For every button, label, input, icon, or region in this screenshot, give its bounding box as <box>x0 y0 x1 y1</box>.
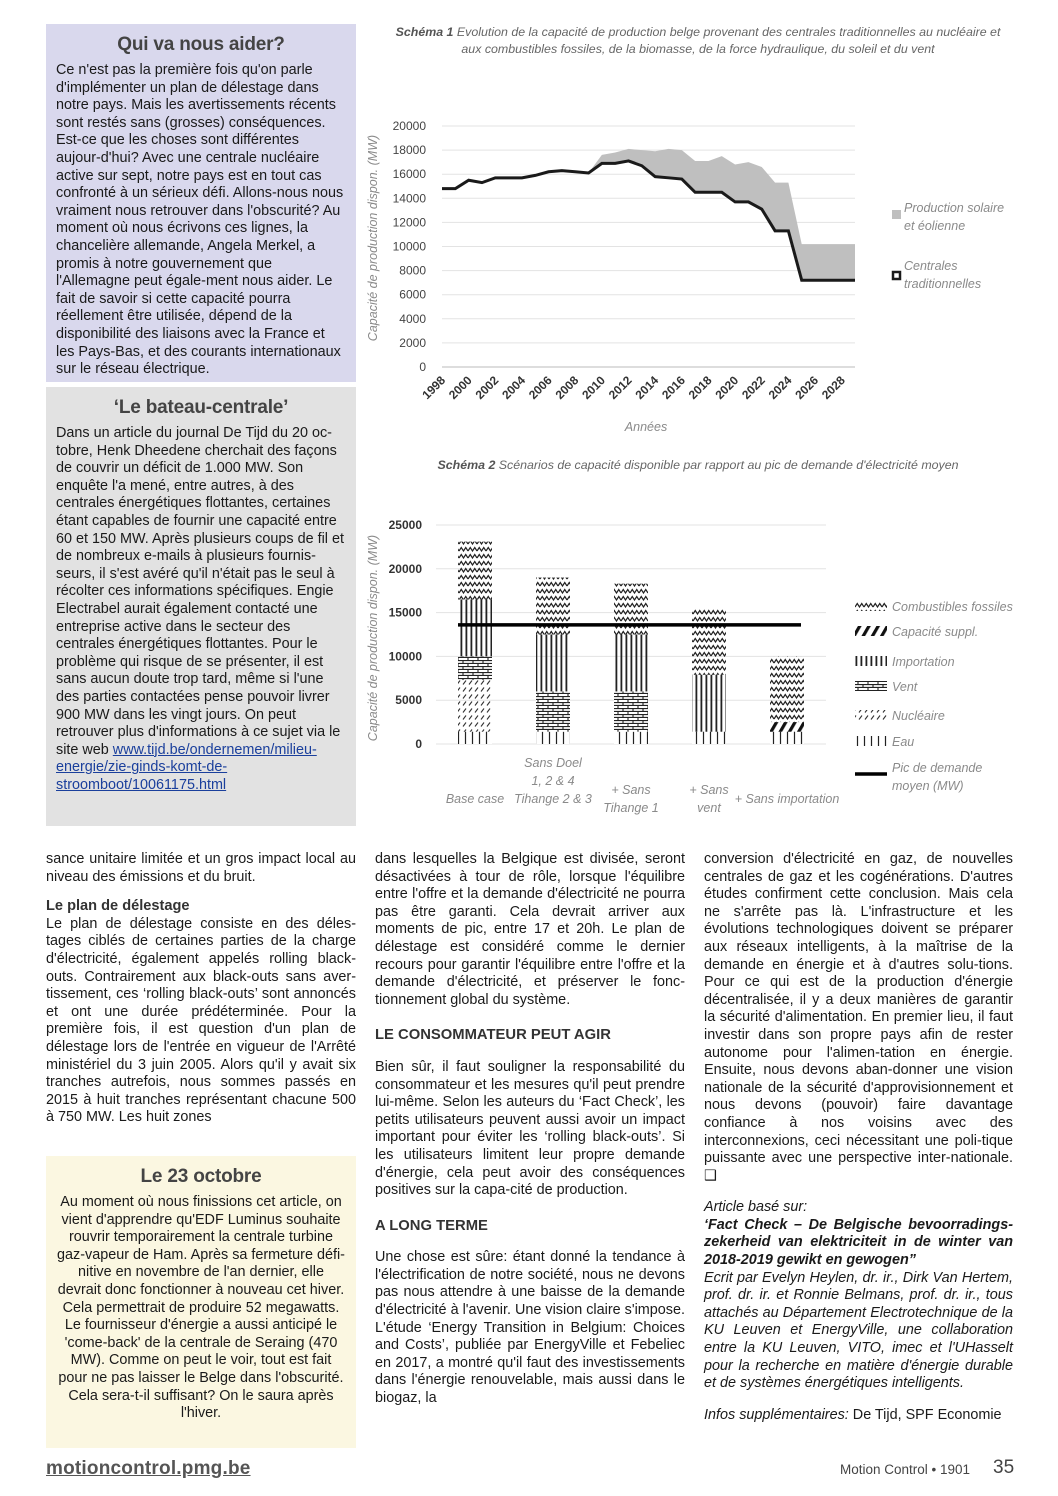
box-text: Ce n'est pas la première fois qu'on parle d'implémenter un plan de délestage dans notre pays. Mais les avertissements récents sont restés sans (grosses) conséquences. Est-ce que les choses sont différentes aujour-d'hui? Avec une centrale nucléaire active sur sept, notre pays est en tout cas confronté à un sérieux défi. Allons-nous nous vraiment nous retrouver dans l'obscurité? Au moment où nous écrivons ces lignes, la chancelière allemande, Angela Merkel, a promis à notre gouvernement que l'Allemagne peut égale-ment nous aider. Le fait de savoir si cette capacité pourra réellement être utilisée, dépend de la disponibilité des liaisons avec la France et les Pays-Bas, et des courants internationaux sur le réseau électrique. <box>56 62 344 378</box>
source-intro: Article basé sur: <box>704 1199 808 1216</box>
x-tick-label: 2008 <box>552 373 582 403</box>
source-title: ‘Fact Check – De Belgische bevoorradings-zekerheid van elektriciteit in de winter van 2018-2019 gewikt en gewogen” <box>704 1216 1013 1269</box>
legend-label-nucleaire: Nucléaire <box>892 709 945 723</box>
y-tick-label: 10000 <box>392 239 426 254</box>
y-tick-label: 10000 <box>388 649 422 664</box>
legend-label-fossiles: Combustibles fossiles <box>892 600 1013 614</box>
legend-label-solaire-eolienne: Production solaire <box>904 201 1005 215</box>
chart1-y-axis-label: Capacité de production dispon. (MW) <box>366 134 380 342</box>
article-column-1 <box>46 851 356 1127</box>
legend-label-pic-demande: moyen (MW) <box>892 779 964 793</box>
x-tick-label: 2020 <box>712 373 742 403</box>
x-tick-label: 2016 <box>659 373 688 403</box>
x-tick-label: 2024 <box>765 373 795 403</box>
schema1-caption-text: Evolution de la capacité de production belge provenant des centrales traditionnelles au nucléaire et aux combustibles fossiles, de la biomasse, de la force hydraulique, du soleil et du vent <box>456 25 1001 56</box>
bar-segment-fossiles <box>614 584 648 635</box>
y-tick-label: 0 <box>419 360 426 374</box>
legend-swatch-eau <box>855 736 887 746</box>
x-tick-label: 1998 <box>419 373 449 403</box>
legend-label-vent: Vent <box>892 680 918 694</box>
x-category-label: 1, 2 & 4 <box>531 774 575 788</box>
box-title: Qui va nous aider? <box>117 34 285 55</box>
bar-segment-vent <box>458 656 492 680</box>
bar-segment-importation <box>536 635 570 692</box>
x-tick-label: 2002 <box>472 373 502 403</box>
bar-segment-importation <box>458 599 492 656</box>
x-tick-label: 2028 <box>819 373 848 403</box>
legend-swatch-nucleaire <box>855 710 887 720</box>
y-tick-label: 20000 <box>392 119 426 133</box>
bar-segment-importation <box>692 675 726 732</box>
paragraph: Le plan de délestage consiste en des déles-tages ciblés de certaines parties de la charge d'électricité, également appelés rolling black-outs. Contrairement aux black-outs sans aver-tissement, ces ‘rolling black-outs’ sont annoncés et ont une durée prédéterminée. Pour la première fois, il est question d'un plan de délestage lors de l'entrée en vigueur de l'Arrêté ministériel du 3 juin 2005. Alors qu'il y avait six tranches autrefois, nous sommes passés en 2015 à huit tranches représentant chacune 500 à 750 MW. Les huit zones <box>46 915 356 1126</box>
bar-segment-nucleaire <box>458 680 492 732</box>
legend-label-importation: Importation <box>892 655 955 669</box>
legend-swatch-fossiles <box>855 601 887 611</box>
y-tick-label: 4000 <box>399 311 426 326</box>
x-tick-label: 2000 <box>445 373 475 403</box>
legend-swatch-importation <box>855 656 887 666</box>
x-category-label: vent <box>697 801 721 815</box>
source-authors: Ecrit par Evelyn Heylen, dr. ir., Dirk Van Hertem, prof. dr. ir. et Ronnie Belmans, prof. dr. ir., tous attachés au Département Electrotechnique de la KU Leuven et EnergyVille, une collaboration entre la KU Leuven, VITO, imec et l'UHasselt pour la recherche en matière d'énergie durable et de systèmes énergétiques intelligents. <box>704 1269 1013 1392</box>
y-tick-label: 12000 <box>392 215 426 230</box>
chart2-bars <box>458 542 804 744</box>
chart1-x-axis-label: Années <box>624 420 668 434</box>
sidebar-box-23-octobre <box>46 1156 356 1448</box>
bar-segment-capacite <box>770 722 804 732</box>
infos-value: De Tijd, SPF Economie <box>848 1406 1002 1423</box>
legend-label-solaire-eolienne: et éolienne <box>904 219 966 233</box>
chart2-x-ticks <box>446 756 840 815</box>
y-tick-label: 6000 <box>399 287 426 302</box>
y-tick-label: 14000 <box>392 191 426 206</box>
bar-segment-eau <box>536 732 570 744</box>
bar-segment-eau <box>614 732 648 744</box>
schema1-caption-label: Schéma 1 <box>395 25 454 39</box>
legend-label-pic-demande: Pic de demande <box>892 761 983 775</box>
article-column-2 <box>375 851 685 1408</box>
bar-segment-eau <box>458 732 492 744</box>
bar-segment-vent <box>536 691 570 731</box>
y-tick-label: 15000 <box>388 605 422 620</box>
x-category-label: + Sans importation <box>734 792 840 806</box>
paragraph: sance unitaire limitée et un gros impact local au niveau des émissions et du bruit. <box>46 851 356 885</box>
x-category-label: Tihange 1 <box>603 801 659 815</box>
x-tick-label: 2014 <box>632 373 662 403</box>
bar-segment-fossiles <box>458 542 492 600</box>
y-tick-label: 25000 <box>388 518 422 532</box>
bar-segment-eau <box>692 732 726 744</box>
y-tick-label: 0 <box>415 737 422 751</box>
article-link[interactable]: www.tijd.be/ondernemen/milieu-energie/zie-ginds-komt-de-stroomboot/10061175.html <box>56 741 317 793</box>
legend-label-capacite: Capacité suppl. <box>892 625 979 639</box>
section-heading-consommateur: LE CONSOMMATEUR PEUT AGIR <box>375 1027 611 1044</box>
bar-segment-fossiles <box>770 656 804 722</box>
bar-segment-fossiles <box>692 608 726 675</box>
y-tick-label: 8000 <box>399 263 426 278</box>
schema2-caption-text: Scénarios de capacité disponible par rapport au pic de demande d'électricité moyen <box>498 458 959 472</box>
paragraph: conversion d'électricité en gaz, de nouvelles centrales de gaz et les cogénérations. D'autres études confirment cette conclusion. Mais cela ne s'arrête pas là. L'infrastructure et les évolutions technologiques doivent se préparer aux réseaux intelligents, à la maîtrise de la demande en énergie et à d'autres solu-tions. Pour ce qui est de la production d'énergie décentralisée, il y a deux manières de garantir la sécurité d'alimentation. En premier lieu, il faut investir dans son propre pays afin de rester autonome pour l'alimen-tation en énergie. Ensuite, nous devons aban-donner une vision nationale de la sécurité d'approvisionnement et nous devons (pouvoir) faire davantage confiance à nos voisins avec des interconnexions, ceci nécessitant une poli-tique puissante avec une perspective inter-nationale. ❑ <box>704 851 1013 1184</box>
x-category-label: + Sans <box>611 783 651 797</box>
legend-label-centrales: traditionnelles <box>904 277 982 291</box>
legend-swatch-capacite <box>855 626 887 636</box>
footer-issue: Motion Control • 1901 <box>840 1462 971 1477</box>
legend-label-centrales: Centrales <box>904 259 958 273</box>
chart2-legend <box>855 600 1013 793</box>
y-tick-label: 5000 <box>395 693 422 708</box>
box-title: Le 23 octobre <box>140 1166 262 1187</box>
x-category-label: Base case <box>445 792 505 806</box>
schema2-caption-label: Schéma 2 <box>437 458 496 472</box>
bar-segment-eau <box>770 732 804 744</box>
article-column-3 <box>704 851 1013 1424</box>
paragraph: Bien sûr, il faut souligner la responsabilité du consommateur et les mesures qu'il peut prendre lui-même. Selon les auteurs du ‘Fact Check’, les petits utilisateurs peuvent aussi avoir un impact important pour éviter les ‘rolling black-outs’. Si les utilisateurs limitent leur propre demande d'énergie, cela peut avoir des conséquences positives sur la capa-cité de production. <box>375 1058 685 1199</box>
chart2-y-axis-label: Capacité de production dispon. (MW) <box>366 534 380 742</box>
x-tick-label: 2018 <box>685 373 715 403</box>
x-tick-label: 2012 <box>605 373 635 403</box>
x-tick-label: 2022 <box>739 373 768 403</box>
section-heading-long-terme: A LONG TERME <box>375 1217 488 1234</box>
section-heading-plan-delestage: Le plan de délestage <box>46 898 190 915</box>
box-text: Au moment où nous finissions cet article, on vient d'apprendre qu'EDF Luminus souhaite rouvrir temporairement la centrale turbine gaz-vapeur de Ham. Après sa fermeture défi-nitive en novembre de l'an dernier, elle devrait donc fonctionner à nouveau cet hiver. Cela permettrait de produire 52 megawatts. Le fournisseur d'énergie a aussi anticipé le 'come-back' de la centrale de Seraing (470 MW). Comme on peut le voir, tout est fait pour ne pas laisser le Belge dans l'obscurité. Cela sera-t-il suffisant? On le saura après l'hiver. <box>57 1194 345 1422</box>
y-tick-label: 20000 <box>388 561 422 576</box>
legend-swatch-vent <box>855 681 887 691</box>
y-tick-label: 18000 <box>392 143 426 158</box>
chart2-y-ticks <box>389 518 423 751</box>
x-category-label: + Sans <box>689 783 729 797</box>
x-category-label: Tihange 2 & 3 <box>514 792 592 806</box>
y-tick-label: 2000 <box>399 335 426 350</box>
paragraph: dans lesquelles la Belgique est divisée, seront désactivées à tour de rôle, lorsque l'équilibre entre l'offre et la demande d'électricité ne pourra pas être garanti. Cela devrait arriver aux moments de pic, entre 17 et 20h. Le plan de délestage est considéré comme le dernier recours pour garantir l'équilibre entre l'offre et la demande d'électricité, et préserver le fonc-tionnement global du système. <box>375 851 685 1008</box>
x-tick-label: 2010 <box>579 373 608 403</box>
bar-segment-vent <box>614 691 648 731</box>
legend-label-eau: Eau <box>892 735 915 749</box>
y-tick-label: 16000 <box>392 167 426 182</box>
box-text-body: Dans un article du journal De Tijd du 20 oc-tobre, Henk Dheedene cherchait des façons de couvrir un déficit de 1.000 MW. Son enquête l'a mené, entre autres, à des centrales énergétiques flottantes, certaines étant capables de fournir une capacité entre 60 et 150 MW. Après plusieurs coups de fil et de nombreux e-mails à plusieurs fournis-seurs, il s'est avéré qu'il n'était pas le seul à récolter ces informations spécifiques. Engie Electrabel aurait également contacté une entreprise active dans le secteur des centrales énergétiques flottantes. Pour le problème qui risque de se présenter, il est sans aucun doute trop tard, même si l'une des parties contactées pense pouvoir livrer 900 MW dans les vingt jours. On peut retrouver plus d'informations à ce sujet via le site web <box>56 425 344 758</box>
page-number: 35 <box>993 1457 1015 1478</box>
paragraph: Une chose est sûre: étant donné la tendance à l'électrification de notre société, nous ne devons pas nous attendre à une baisse de la demande d'électricité à l'avenir. Une vision claire s'impose. L'étude ‘Energy Transition in Belgium: Choices and Costs’, publiée par EnergyVille et Febeliec en 2017, a montré qu'il faut des investissements dans l'énergie renouvelable, mais aussi dans le biogaz, la <box>375 1249 685 1407</box>
x-tick-label: 2006 <box>525 373 555 403</box>
box-title: ‘Le bateau-centrale’ <box>113 397 289 418</box>
x-category-label: Sans Doel <box>524 756 582 770</box>
x-tick-label: 2026 <box>792 373 822 403</box>
bar-segment-importation <box>614 635 648 692</box>
x-tick-label: 2004 <box>499 373 529 403</box>
infos-label: Infos supplémentaires: <box>704 1406 849 1423</box>
infos-supplementaires <box>704 1407 1013 1425</box>
footer-website-link[interactable]: motioncontrol.pmg.be <box>46 1458 251 1479</box>
